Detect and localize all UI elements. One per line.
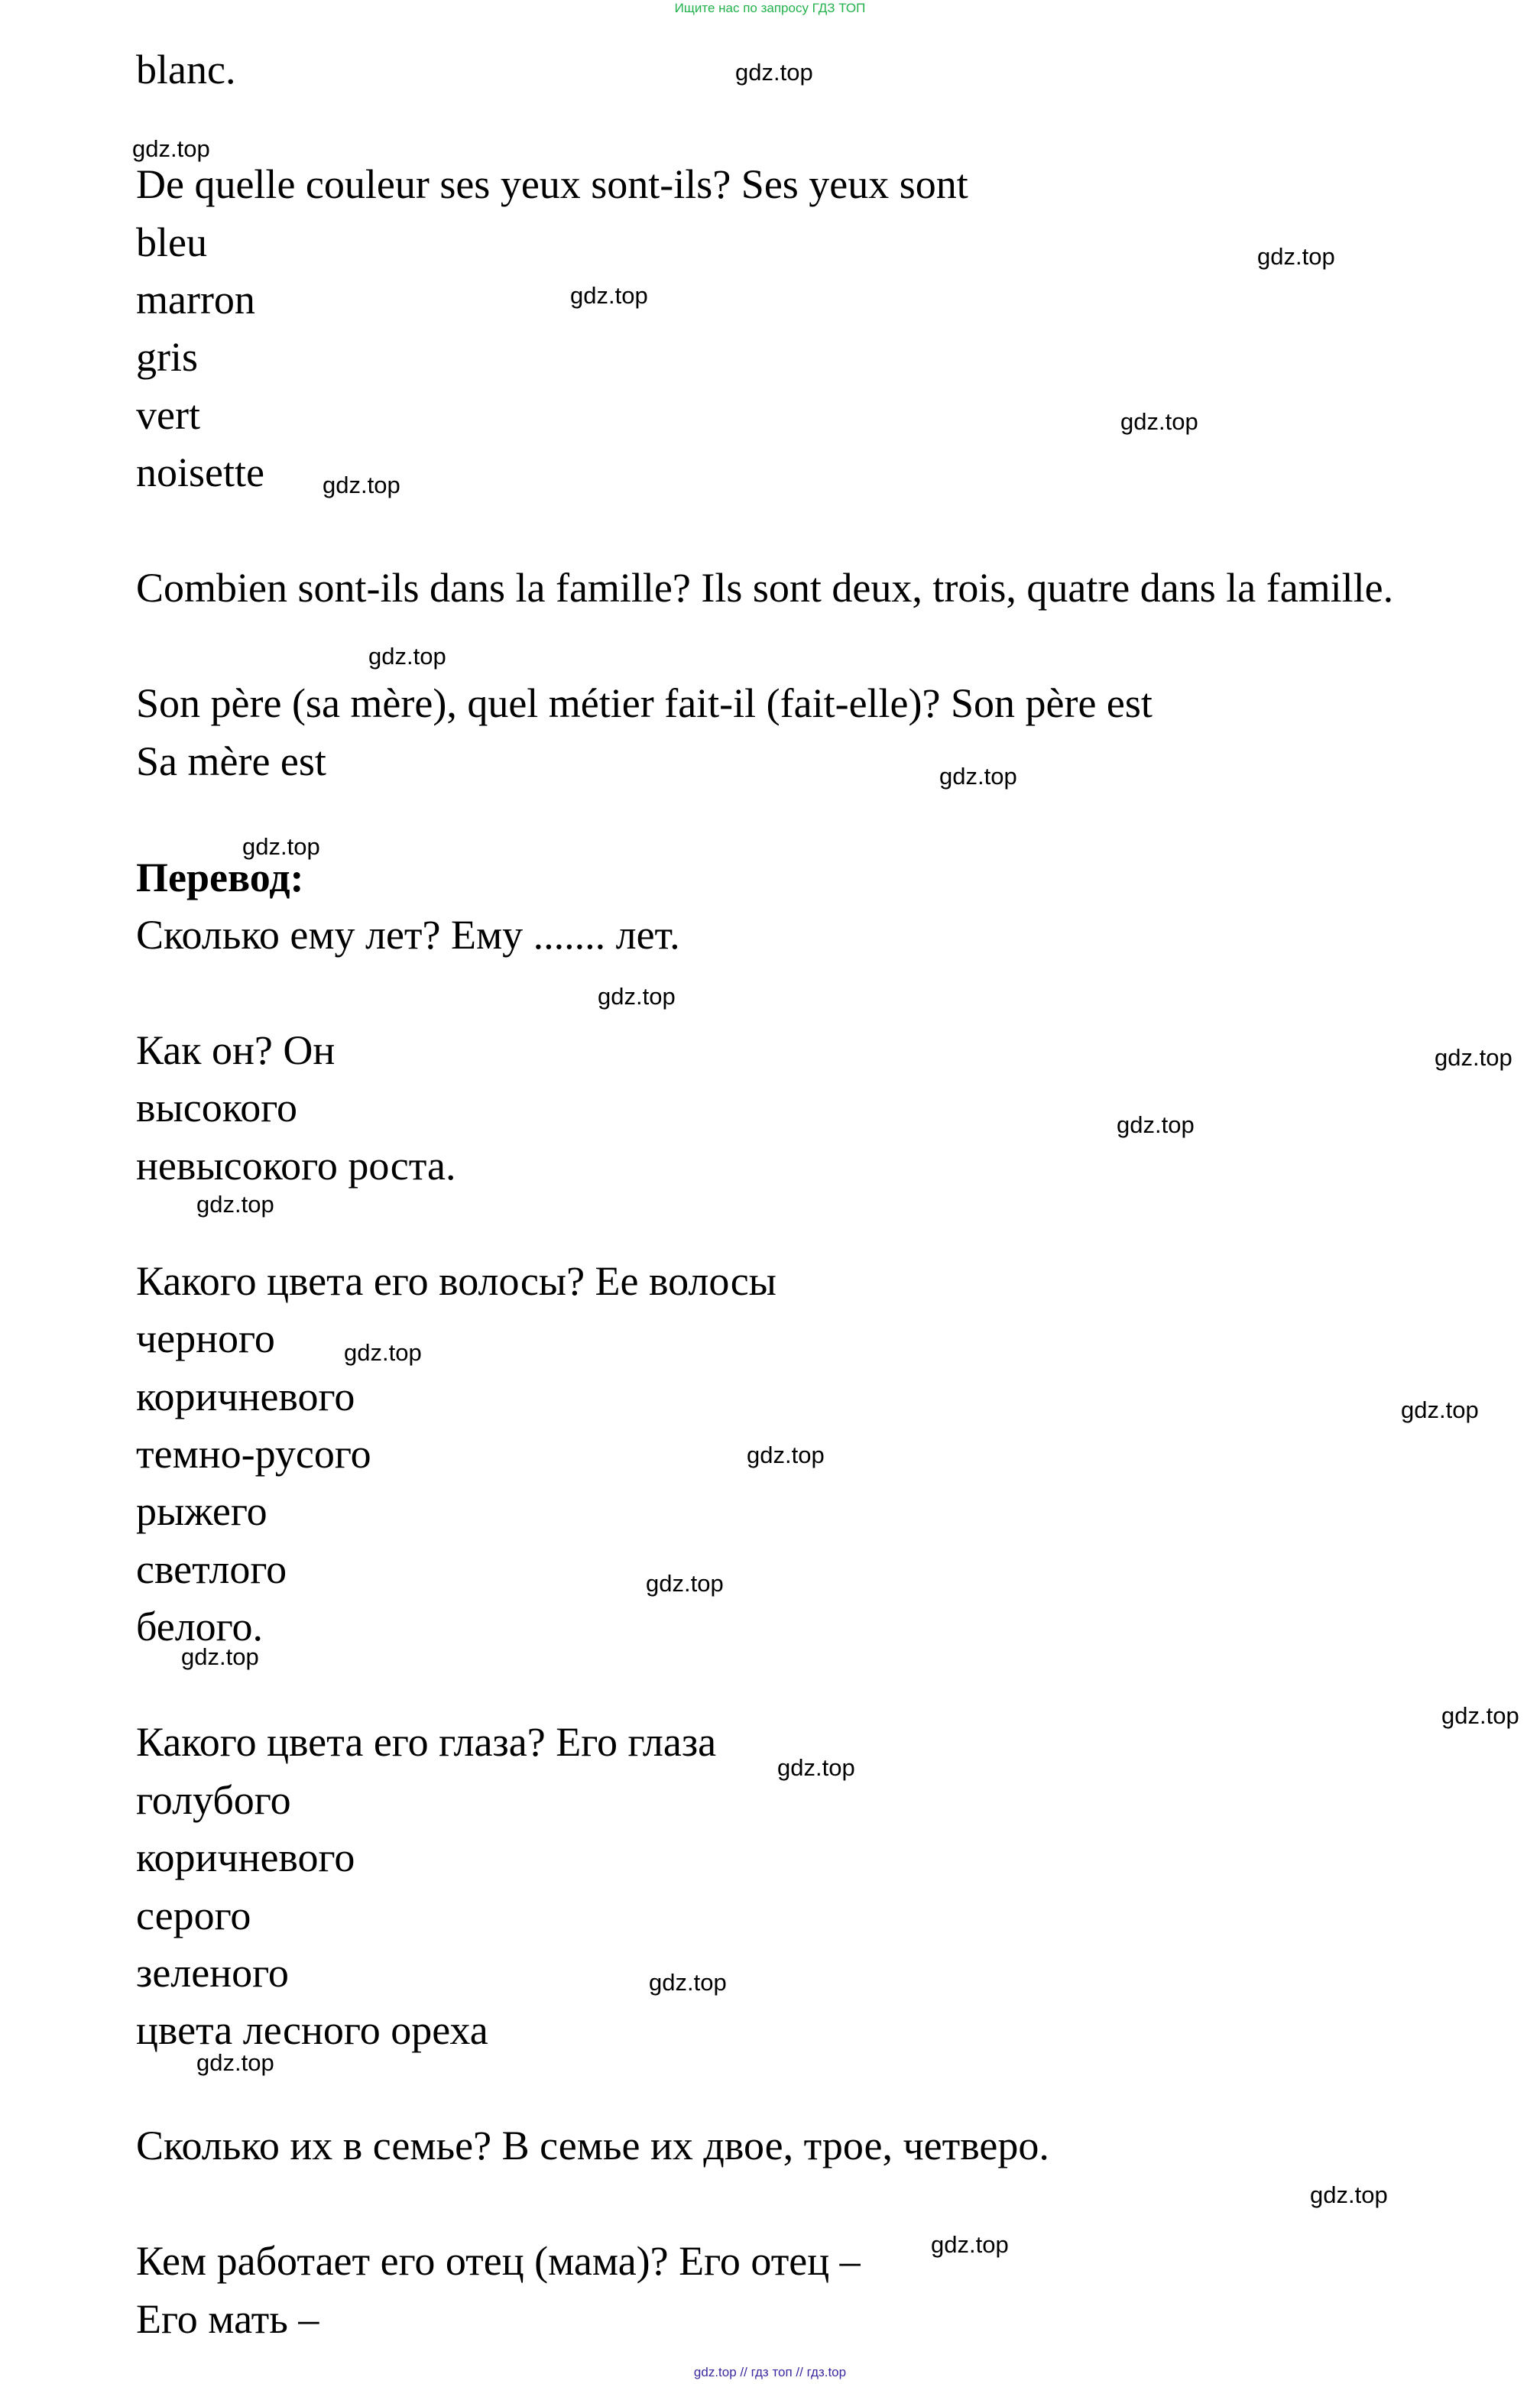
watermark: gdz.top (323, 472, 400, 498)
question-family-ru: Сколько их в семье? В семье их двое, трое, четверо. (136, 2123, 1049, 2168)
watermark: gdz.top (1441, 1702, 1519, 1729)
question-job-ru: Кем работает его отец (мама)? Его отец – (136, 2238, 861, 2284)
watermark: gdz.top (939, 763, 1017, 790)
question-looks-ru: Как он? Он (136, 1027, 336, 1073)
option-line: зеленого (136, 1950, 289, 1996)
watermark: gdz.top (735, 59, 813, 86)
top-banner: Ищите нас по запросу ГДЗ ТОП (674, 1, 866, 15)
watermark: gdz.top (931, 2231, 1009, 2258)
option-line: bleu (136, 219, 207, 265)
watermark: gdz.top (1435, 1044, 1512, 1071)
watermark: gdz.top (1117, 1111, 1195, 1138)
bottom-banner: gdz.top // гдз топ // гдз.top (693, 2365, 847, 2379)
option-line: невысокого роста. (136, 1143, 456, 1189)
option-line: голубого (136, 1777, 291, 1823)
option-line: коричневого (136, 1834, 355, 1880)
option-line: рыжего (136, 1488, 267, 1534)
text-line: Sa mère est (136, 738, 326, 784)
watermark: gdz.top (181, 1643, 259, 1670)
option-line: белого. (136, 1604, 263, 1649)
watermark: gdz.top (196, 1191, 274, 1218)
option-line: marron (136, 277, 255, 323)
option-line: gris (136, 334, 198, 380)
question-eyes-fr: De quelle couleur ses yeux sont-ils? Ses yeux sont (136, 161, 968, 207)
question-eyes-ru: Какого цвета его глаза? Его глаза (136, 1719, 717, 1765)
text-line: blanc. (136, 47, 236, 92)
watermark: gdz.top (242, 833, 320, 860)
watermark: gdz.top (777, 1754, 855, 1781)
option-line: цвета лесного ореха (136, 2007, 488, 2053)
watermark: gdz.top (132, 135, 210, 162)
question-family-fr: Combien sont-ils dans la famille? Ils sont deux, trois, quatre dans la famille. (136, 565, 1394, 611)
watermark: gdz.top (344, 1339, 422, 1366)
watermark: gdz.top (1401, 1396, 1479, 1423)
watermark: gdz.top (747, 1442, 825, 1468)
option-line: светлого (136, 1546, 287, 1592)
question-job-fr: Son père (sa mère), quel métier fait-il (fait-elle)? Son père est (136, 680, 1153, 726)
watermark: gdz.top (649, 1969, 727, 1996)
option-line: темно-русого (136, 1431, 371, 1477)
translation-heading: Перевод: (136, 855, 304, 900)
question-hair-ru: Какого цвета его волосы? Ее волосы (136, 1258, 776, 1304)
option-line: vert (136, 392, 200, 438)
watermark: gdz.top (598, 983, 676, 1010)
watermark: gdz.top (1310, 2181, 1388, 2208)
option-line: noisette (136, 449, 264, 495)
text-line: Его мать – (136, 2296, 319, 2342)
watermark: gdz.top (368, 643, 446, 670)
watermark: gdz.top (646, 1570, 724, 1597)
watermark: gdz.top (570, 282, 648, 309)
option-line: высокого (136, 1085, 298, 1130)
watermark: gdz.top (196, 2049, 274, 2076)
option-line: серого (136, 1893, 251, 1938)
option-line: черного (136, 1315, 275, 1361)
option-line: коричневого (136, 1374, 355, 1419)
watermark: gdz.top (1257, 243, 1335, 270)
watermark: gdz.top (1120, 408, 1198, 435)
question-age-ru: Сколько ему лет? Ему ....... лет. (136, 912, 680, 958)
